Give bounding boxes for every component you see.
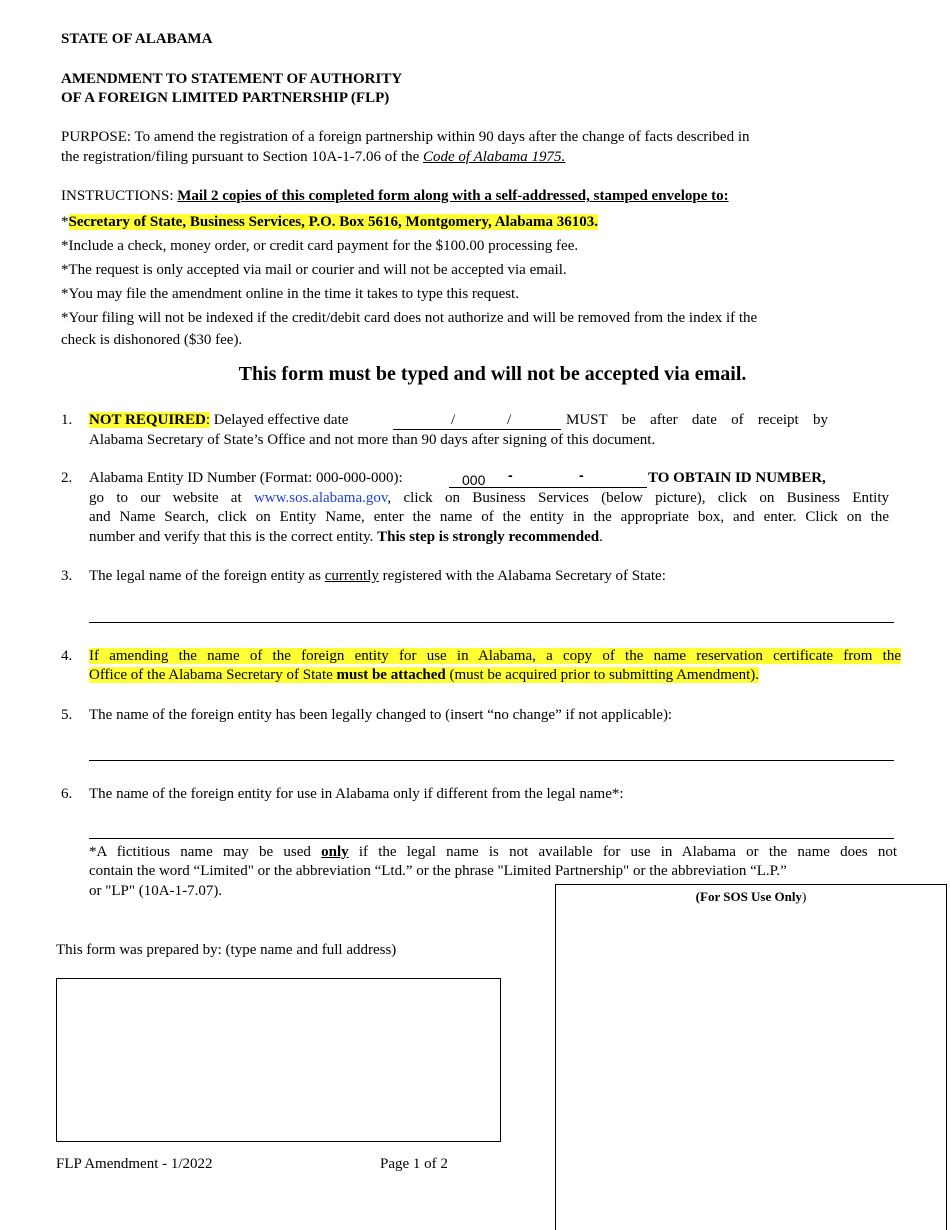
not-required-flag: NOT REQUIRED bbox=[89, 412, 206, 428]
changed-name-field[interactable] bbox=[89, 760, 894, 761]
state-heading: STATE OF ALABAMA bbox=[61, 31, 213, 47]
strongly-recommended: This step is strongly recommended bbox=[377, 529, 600, 545]
mailing-address-line bbox=[61, 213, 598, 232]
form-revision: FLP Amendment - 1/2022 bbox=[56, 1156, 213, 1172]
legal-name-label-b: registered with the Alabama Secretary of State: bbox=[378, 568, 666, 584]
form-title-line1: AMENDMENT TO STATEMENT OF AUTHORITY bbox=[61, 71, 403, 87]
prepared-by-label: This form was prepared by: (type name and full address) bbox=[56, 942, 397, 958]
purpose-line2 bbox=[61, 148, 565, 167]
online-note: *You may file the amendment online in the time it takes to type this request. bbox=[61, 286, 519, 302]
entity-id-value: 000 bbox=[462, 472, 486, 488]
currently-emphasis: currently bbox=[324, 568, 379, 584]
sos-use-only-box bbox=[555, 884, 947, 1230]
delayed-effective-date-field[interactable] bbox=[393, 411, 561, 430]
mailing-address: Secretary of State, Business Services, P.O. Box 5616, Montgomery, Alabama 36103. bbox=[68, 214, 599, 230]
item-1-line1 bbox=[89, 411, 899, 430]
address-star: * bbox=[61, 214, 69, 230]
item-1-line2: Alabama Secretary of State’s Office and not more than 90 days after signing of this document. bbox=[89, 432, 656, 448]
form-title-line2: OF A FOREIGN LIMITED PARTNERSHIP (FLP) bbox=[61, 90, 390, 106]
only-emphasis: only bbox=[321, 844, 349, 860]
instructions-label: INSTRUCTIONS: bbox=[61, 188, 178, 204]
fictitious-note-line2: contain the word “Limited" or the abbreviation “Ltd.” or the phrase "Limited Partnership" or the abbreviation “L.P.” bbox=[89, 863, 787, 879]
item-4-line2 bbox=[89, 666, 759, 685]
purpose-line1: PURPOSE: To amend the registration of a foreign partnership within 90 days after the change of facts described in bbox=[61, 129, 750, 145]
verify-period: . bbox=[599, 529, 603, 545]
item-2-line4 bbox=[89, 528, 603, 547]
item-2-line2 bbox=[89, 489, 889, 508]
date-slash-1: / bbox=[451, 412, 456, 428]
indexing-note-line2: check is dishonored ($30 fee). bbox=[61, 332, 243, 348]
delayed-date-label: Delayed effective date bbox=[213, 412, 349, 428]
mail-instructions: Mail 2 copies of this completed form along with a self-addressed, stamped envelope to: bbox=[177, 188, 729, 204]
item-2-number: 2. bbox=[61, 470, 73, 486]
item-5-text: The name of the foreign entity has been legally changed to (insert “no change” if not applicable): bbox=[89, 707, 673, 723]
sos-office-text: Office of the Alabama Secretary of State bbox=[89, 667, 337, 683]
acquire-prior-text: (must be acquired prior to submitting Amendment). bbox=[445, 667, 759, 683]
code-of-alabama-reference: Code of Alabama 1975. bbox=[423, 149, 566, 165]
obtain-id-heading: TO OBTAIN ID NUMBER, bbox=[648, 470, 826, 486]
website-intro: go to our website at bbox=[89, 490, 254, 506]
fictitious-note-b: if the legal name is not available for use in Alabama or the name does not bbox=[348, 844, 898, 860]
item-6-number: 6. bbox=[61, 786, 73, 802]
page-number: Page 1 of 2 bbox=[380, 1156, 448, 1172]
purpose-line2-text: the registration/filing pursuant to Section 10A-1-7.06 of the bbox=[61, 149, 424, 165]
fee-note: *Include a check, money order, or credit card payment for the $100.00 processing fee. bbox=[61, 238, 579, 254]
sos-website-link[interactable]: www.sos.alabama.gov bbox=[253, 490, 388, 506]
typed-form-notice: This form must be typed and will not be accepted via email. bbox=[238, 363, 747, 385]
must-be-attached: must be attached bbox=[336, 667, 446, 683]
indexing-note-line1: *Your filing will not be indexed if the credit/debit card does not authorize and will be removed from the index if the bbox=[61, 310, 758, 326]
sos-use-only-label bbox=[556, 888, 946, 905]
entity-id-label: Alabama Entity ID Number (Format: 000-000-000): bbox=[89, 470, 403, 486]
item-6-text: The name of the foreign entity for use in Alabama only if different from the legal name*: bbox=[89, 786, 624, 802]
website-instructions: , click on Business Services (below picture), click on Business Entity bbox=[387, 490, 889, 506]
legal-name-label-a: The legal name of the foreign entity as bbox=[89, 568, 325, 584]
fictitious-note-line1 bbox=[89, 843, 897, 862]
alabama-name-field[interactable] bbox=[89, 838, 894, 839]
legal-name-field[interactable] bbox=[89, 622, 894, 623]
item-2-line1 bbox=[89, 469, 899, 489]
item-3-text bbox=[89, 567, 666, 586]
item-4-number: 4. bbox=[61, 648, 73, 664]
sos-use-only-paren: ) bbox=[801, 889, 807, 904]
date-slash-2: / bbox=[507, 412, 512, 428]
item-3-number: 3. bbox=[61, 568, 73, 584]
sos-use-only-text: (For SOS Use Only bbox=[695, 889, 802, 904]
name-reservation-notice: If amending the name of the foreign entity for use in Alabama, a copy of the name reservation certificate from the bbox=[89, 648, 901, 664]
item-5-number: 5. bbox=[61, 707, 73, 723]
fictitious-note-a: *A fictitious name may be used bbox=[89, 844, 322, 860]
mail-only-note: *The request is only accepted via mail or courier and will not be accepted via email. bbox=[61, 262, 567, 278]
instructions-line bbox=[61, 187, 729, 206]
item-1-number: 1. bbox=[61, 412, 73, 428]
fictitious-note-line3: or "LP" (10A-1-7.07). bbox=[89, 883, 223, 899]
must-be-after-text: MUST be after date of receipt by bbox=[566, 412, 828, 428]
prepared-by-field[interactable] bbox=[56, 978, 501, 1142]
item-4-line1 bbox=[89, 647, 901, 666]
item-2-line3: and Name Search, click on Entity Name, enter the name of the entity in the appropriate box, and enter. Click on the bbox=[89, 509, 889, 525]
verify-text: number and verify that this is the correct entity. bbox=[89, 529, 378, 545]
entity-id-dash-1: - bbox=[508, 467, 513, 483]
not-required-colon: : bbox=[205, 412, 211, 428]
entity-id-dash-2: - bbox=[579, 467, 584, 483]
